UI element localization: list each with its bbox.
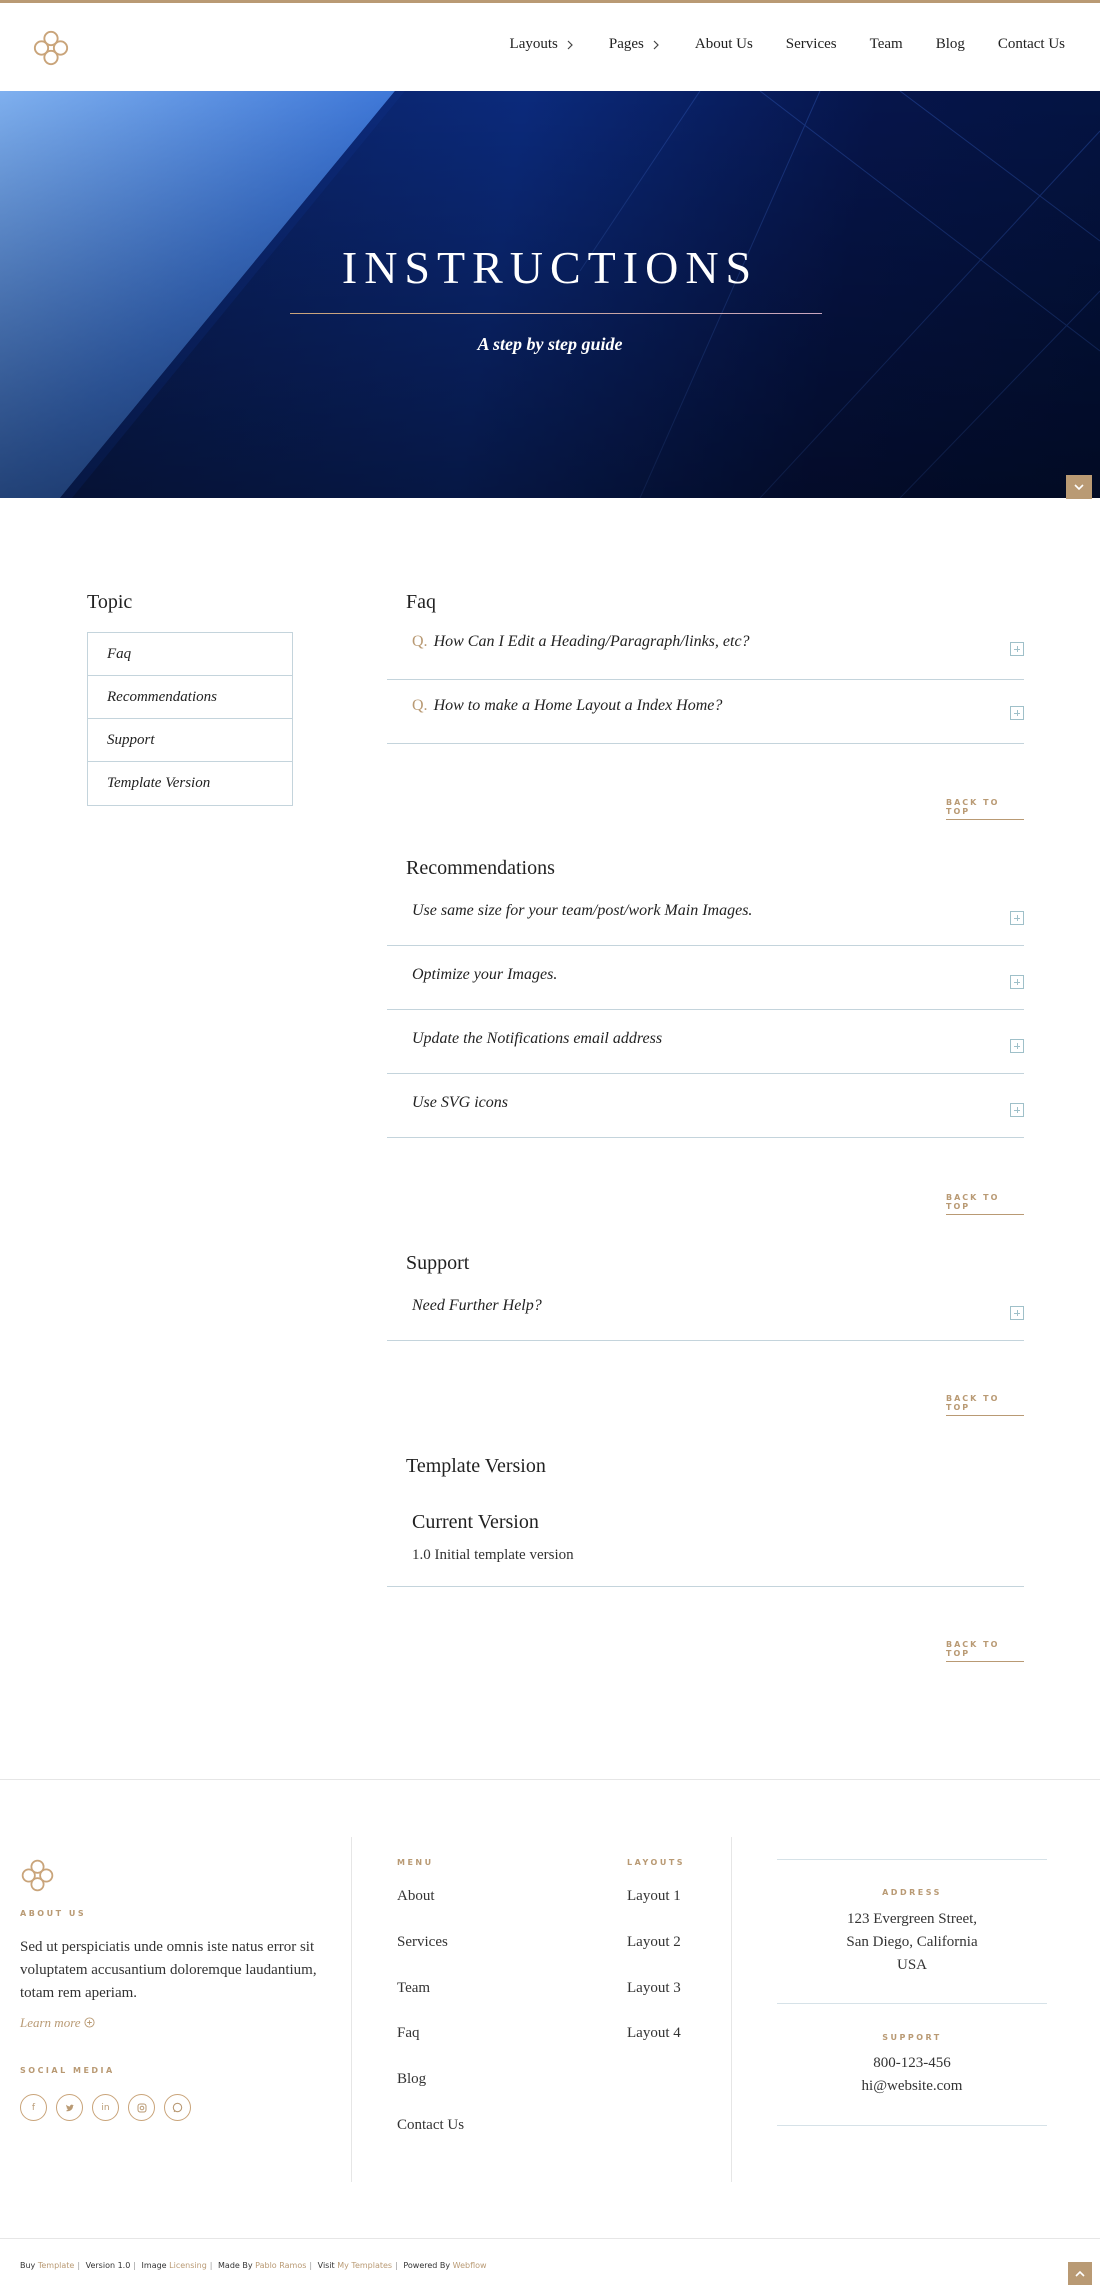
- expand-plus-icon[interactable]: [1010, 1039, 1024, 1053]
- recommendation-text: Use SVG icons: [412, 1094, 508, 1111]
- expand-plus-icon[interactable]: [1010, 642, 1024, 656]
- footer-column-divider: [351, 1837, 352, 2182]
- topic-item-faq[interactable]: Faq: [88, 633, 292, 676]
- topic-heading: Topic: [87, 591, 133, 613]
- footer-link-faq[interactable]: Faq: [397, 2025, 420, 2041]
- licensing-link[interactable]: Licensing: [169, 2261, 207, 2270]
- faq-question-text: How to make a Home Layout a Index Home?: [433, 697, 723, 714]
- separator: |: [209, 2261, 213, 2270]
- footer-link-contact-us[interactable]: Contact Us: [397, 2117, 465, 2133]
- facebook-icon[interactable]: f: [20, 2094, 47, 2121]
- footer-link-layout-1[interactable]: Layout 1: [627, 1888, 681, 1904]
- divider: [387, 1586, 1024, 1587]
- topic-item-recommendations[interactable]: Recommendations: [88, 676, 292, 719]
- credit-text: Made By: [218, 2261, 253, 2270]
- separator: |: [133, 2261, 136, 2270]
- learn-more-link[interactable]: [20, 2015, 95, 2031]
- address-line: San Diego, California: [846, 1934, 978, 1950]
- page-title: INSTRUCTIONS: [341, 242, 759, 293]
- current-version-title: Current Version: [412, 1511, 539, 1533]
- expand-plus-icon[interactable]: [1010, 1306, 1024, 1320]
- support-phone[interactable]: 800-123-456: [873, 2055, 951, 2071]
- nav-item-pages[interactable]: [609, 36, 662, 53]
- faq-question: [412, 633, 750, 651]
- support-kicker: SUPPORT: [882, 2033, 942, 2042]
- recommendation-item[interactable]: [387, 1094, 1024, 1138]
- chevron-right-icon: [650, 39, 662, 51]
- header: [0, 3, 1100, 91]
- recommendation-text: Update the Notifications email address: [412, 1030, 663, 1047]
- faq-question: [412, 697, 722, 715]
- address-kicker: ADDRESS: [882, 1888, 942, 1897]
- nav-item-blog[interactable]: Blog: [935, 36, 965, 52]
- nav-item-label: Layouts: [509, 36, 558, 52]
- author-link[interactable]: Pablo Ramos: [255, 2261, 307, 2270]
- webflow-link[interactable]: Webflow: [452, 2261, 487, 2270]
- footer-link-about[interactable]: About: [397, 1888, 435, 1904]
- faq-item[interactable]: [387, 697, 1024, 744]
- divider: [777, 2125, 1047, 2126]
- twitter-icon[interactable]: [56, 2094, 83, 2121]
- recommendations-heading: Recommendations: [406, 857, 555, 879]
- credits-bar: [20, 2261, 487, 2270]
- credit-text: Image: [141, 2261, 167, 2270]
- footer-column-divider: [731, 1837, 732, 2182]
- support-heading: Support: [406, 1252, 470, 1274]
- recommendation-text: Use same size for your team/post/work Main Images.: [412, 902, 753, 919]
- expand-plus-icon[interactable]: [1010, 975, 1024, 989]
- linkedin-icon[interactable]: in: [92, 2094, 119, 2121]
- separator: |: [77, 2261, 81, 2270]
- instagram-icon[interactable]: [128, 2094, 155, 2121]
- logo-icon[interactable]: [32, 29, 70, 67]
- nav-item-services[interactable]: Services: [785, 36, 837, 52]
- credit-text: Powered By: [403, 2261, 451, 2270]
- about-text: Sed ut perspiciatis unde omnis iste natus error sit voluptatem accusantium doloremque laudantium, totam rem aperiam.: [20, 1939, 317, 2001]
- support-item[interactable]: [387, 1297, 1024, 1341]
- address-line: 123 Evergreen Street,: [846, 1911, 978, 1927]
- support-text: Need Further Help?: [412, 1297, 542, 1314]
- social-links: [20, 2094, 191, 2121]
- scroll-to-top-button[interactable]: [1068, 2262, 1092, 2285]
- back-to-top-link[interactable]: BACK TO TOP: [946, 1193, 1024, 1215]
- menu-kicker: MENU: [397, 1858, 434, 1867]
- faq-heading: Faq: [406, 591, 436, 613]
- expand-plus-icon[interactable]: [1010, 911, 1024, 925]
- recommendation-item[interactable]: [387, 902, 1024, 946]
- about-us-kicker: ABOUT US: [20, 1909, 87, 1918]
- chevron-down-icon: [1073, 481, 1085, 493]
- chevron-up-icon: [1074, 2268, 1086, 2280]
- main-nav: [477, 36, 1065, 53]
- hero-divider: [290, 313, 822, 314]
- back-to-top-link[interactable]: BACK TO TOP: [946, 798, 1024, 820]
- nav-item-team[interactable]: Team: [869, 36, 903, 52]
- footer-link-services[interactable]: Services: [397, 1934, 448, 1950]
- my-templates-link[interactable]: My Templates: [337, 2261, 393, 2270]
- credit-text: Buy: [20, 2261, 36, 2270]
- support-email[interactable]: hi@website.com: [861, 2078, 963, 2094]
- back-to-top-link[interactable]: BACK TO TOP: [946, 1640, 1024, 1662]
- whatsapp-icon[interactable]: [164, 2094, 191, 2121]
- credit-text: Visit: [317, 2261, 335, 2270]
- footer-link-team[interactable]: Team: [397, 1980, 431, 1996]
- chevron-right-icon: [564, 39, 576, 51]
- topic-item-template-version[interactable]: Template Version: [107, 775, 211, 791]
- hero-background-image: [0, 91, 1100, 498]
- hero-subtitle: A step by step guide: [477, 334, 623, 354]
- faq-question-text: How Can I Edit a Heading/Paragraph/links, etc?: [433, 633, 750, 650]
- plus-circle-icon: [84, 2017, 95, 2028]
- footer-link-blog[interactable]: Blog: [397, 2071, 427, 2087]
- address-line: USA: [896, 1957, 927, 1973]
- nav-item-contact-us[interactable]: Contact Us: [997, 36, 1065, 52]
- current-version-text: 1.0 Initial template version: [412, 1547, 574, 1563]
- faq-item[interactable]: [387, 633, 1024, 680]
- question-marker: Q.: [412, 633, 428, 650]
- question-marker: Q.: [412, 697, 428, 714]
- footer-bottom-divider: [0, 2238, 1100, 2239]
- hero-banner: [0, 91, 1100, 498]
- credit-text: Version 1.0: [85, 2261, 131, 2270]
- template-link[interactable]: Template: [37, 2261, 75, 2270]
- recommendation-text: Optimize your Images.: [412, 966, 558, 983]
- learn-more-label: Learn more: [20, 2015, 81, 2030]
- topic-list: [87, 632, 293, 806]
- separator: |: [395, 2261, 398, 2270]
- recommendation-item[interactable]: [387, 1030, 1024, 1074]
- footer-link-layout-2[interactable]: Layout 2: [627, 1934, 681, 1950]
- logo-icon[interactable]: [20, 1858, 55, 1893]
- footer-divider: [0, 1779, 1100, 1780]
- separator: |: [309, 2261, 313, 2270]
- recommendation-item[interactable]: [387, 966, 1024, 1010]
- divider: [777, 1859, 1047, 1860]
- nav-item-layouts[interactable]: [510, 36, 576, 53]
- nav-item-about-us[interactable]: About Us: [694, 36, 753, 52]
- social-media-kicker: SOCIAL MEDIA: [20, 2066, 115, 2075]
- footer-link-layout-4[interactable]: Layout 4: [627, 2025, 681, 2041]
- scroll-down-button[interactable]: [1066, 475, 1092, 499]
- topic-item-support[interactable]: Support: [88, 719, 292, 762]
- divider: [777, 2003, 1047, 2004]
- layouts-kicker: LAYOUTS: [627, 1858, 686, 1867]
- nav-item-label: Pages: [608, 36, 644, 52]
- expand-plus-icon[interactable]: [1010, 1103, 1024, 1117]
- template-version-heading: Template Version: [406, 1455, 546, 1477]
- expand-plus-icon[interactable]: [1010, 706, 1024, 720]
- footer-link-layout-3[interactable]: Layout 3: [627, 1980, 681, 1996]
- back-to-top-link[interactable]: BACK TO TOP: [946, 1394, 1024, 1416]
